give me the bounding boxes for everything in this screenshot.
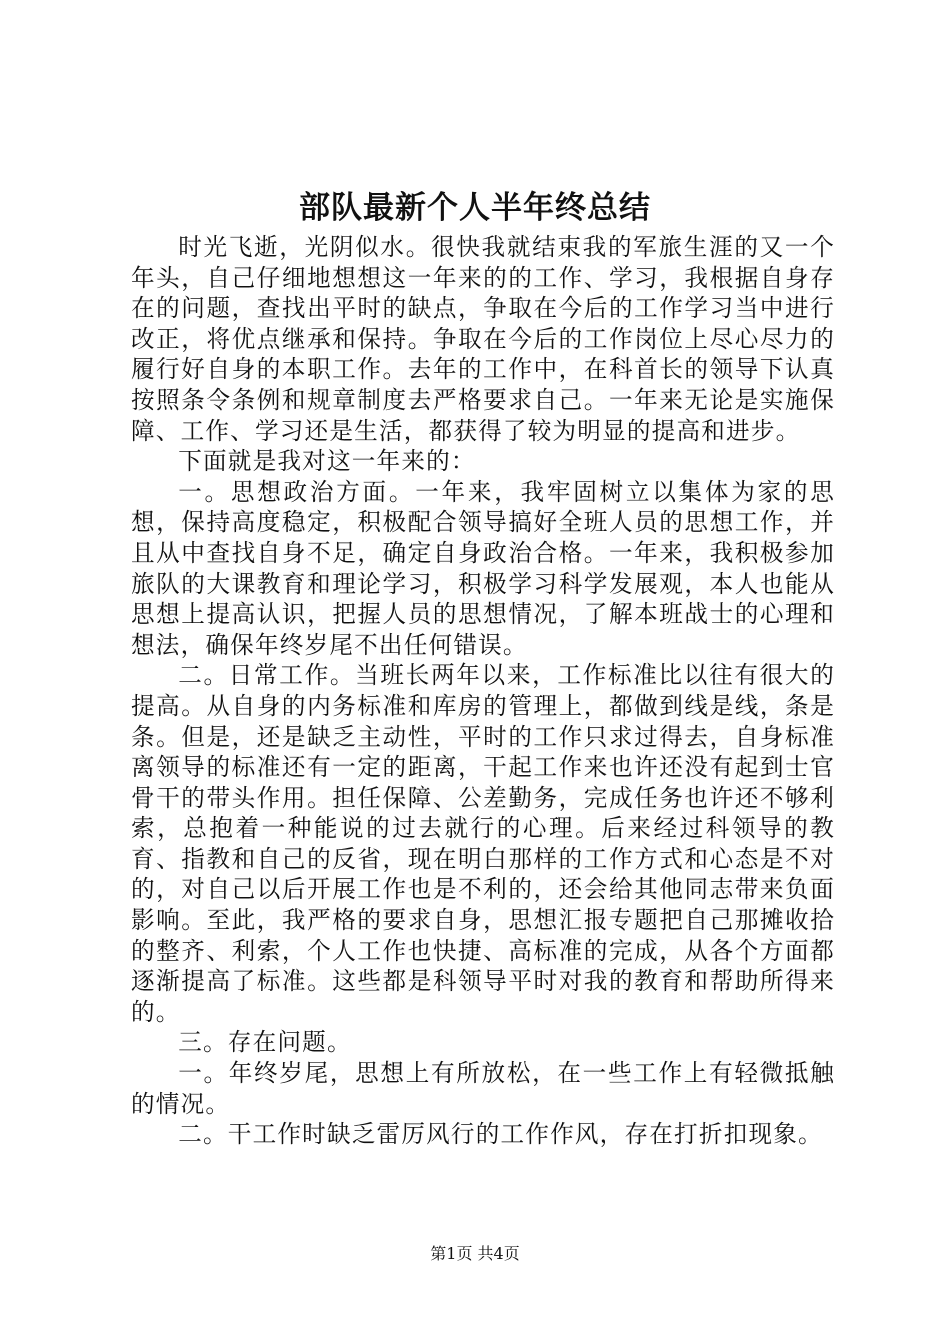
paragraph-problems-heading: 三。存在问题。 <box>178 1028 352 1057</box>
paragraph-problem-one: 一。年终岁尾，思想上有所放松，在一些工作上有轻微抵触的情况。 <box>131 1059 835 1118</box>
paragraph-intro: 时光飞逝，光阴似水。很快我就结束我的军旅生涯的又一个年头，自己仔细地想想这一年来的的工作、学习，我根据自身存在的问题，查找出平时的缺点，争取在今后的工作学习当中进行改正，将优点继承和保持。争取在今后的工作岗位上尽心尽力的履行好自身的本职工作。去年的工作中，在科首长的领导下认真按照条令条例和规章制度去严格要求自己。一年来无论是实施保障、工作、学习还是生活，都获得了较为明显的提高和进步。 <box>131 233 835 445</box>
paragraph-lead-in: 下面就是我对这一年来的： <box>178 447 476 476</box>
paragraph-problem-two: 二。干工作时缺乏雷厉风行的工作作风，存在打折扣现象。 <box>178 1120 823 1149</box>
page-number-footer: 第1页 共4页 <box>430 1244 520 1263</box>
paragraph-daily-work: 二。日常工作。当班长两年以来，工作标准比以往有很大的提高。从自身的内务标准和库房的管理上，都做到线是线，条是条。但是，还是缺乏主动性，平时的工作只求过得去，自身标准离领导的标准还有一定的距离，干起工作来也许还没有起到士官骨干的带头作用。担任保障、公差勤务，完成任务也许还不够利索，总抱着一种能说的过去就行的心理。后来经过科领导的教育、指教和自己的反省，现在明白那样的工作方式和心态是不对的，对自己以后开展工作也是不利的，还会给其他同志带来负面影响。至此，我严格的要求自身，思想汇报专题把自己那摊收拾的整齐、利索，个人工作也快捷、高标准的完成，从各个方面都逐渐提高了标准。这些都是科领导平时对我的教育和帮助所得来的。 <box>131 661 835 1026</box>
document-body <box>131 232 835 1150</box>
paragraph-political-thought: 一。思想政治方面。一年来，我牢固树立以集体为家的思想，保持高度稳定，积极配合领导搞好全班人员的思想工作，并且从中查找自身不足，确定自身政治合格。一年来，我积极参加旅队的大课教育和理论学习，积极学习科学发展观，本人也能从思想上提高认识，把握人员的思想情况，了解本班战士的心理和想法，确保年终岁尾不出任何错误。 <box>131 477 835 659</box>
document-title: 部队最新个人半年终总结 <box>299 190 651 226</box>
